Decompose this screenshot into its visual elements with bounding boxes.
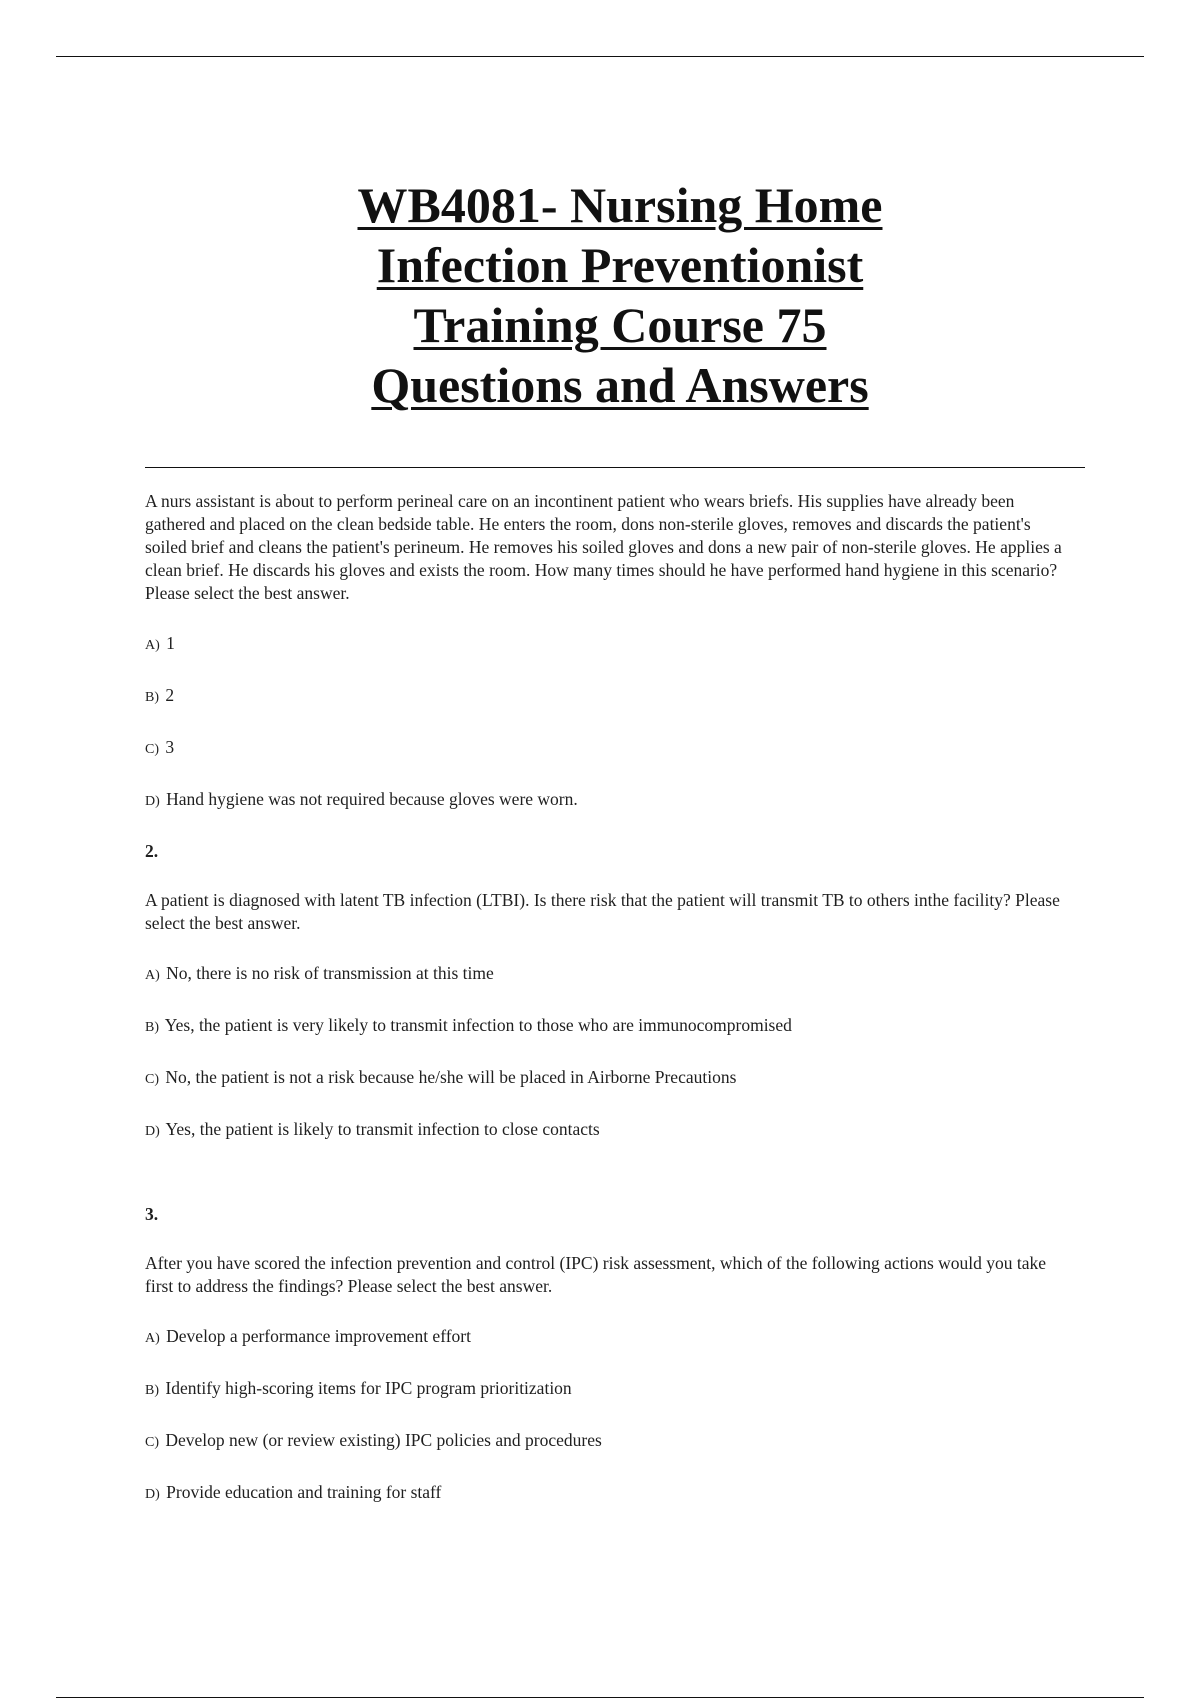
question-stem: A nurs assistant is about to perform perineal care on an incontinent patient who wears briefs. His supplies have already been gathered and placed on the clean bedside table. He enters the room, dons non-sterile gloves, removes and discards the patient's soiled brief and cleans the patient's perineum. He removes his soiled gloves and dons a new pair of non-sterile gloves. He applies a clean brief. He discards his gloves and exists the room. How many times should he have performed hand hygiene in this scenario? Please select the best answer. [145,491,1062,603]
answer-option [145,684,1075,709]
option-text: 2 [165,685,175,705]
title-line: WB4081- Nursing Home [357,177,883,233]
option-letter: A) [145,1331,160,1346]
question-3 [145,1203,1075,1506]
option-letter: D) [145,1487,160,1502]
question-2 [145,840,1075,1143]
option-text: 3 [165,737,175,757]
option-text: No, the patient is not a risk because he/she will be placed in Airborne Precautions [165,1067,737,1087]
question-number: 2. [145,841,159,861]
option-letter: C) [145,1435,159,1450]
option-letter: A) [145,968,160,983]
answer-option [145,632,1075,657]
option-text: Provide education and training for staff [166,1482,442,1502]
title-line: Training Course 75 [413,297,827,353]
question-number: 3. [145,1204,159,1224]
option-letter: C) [145,742,159,757]
answer-option [145,962,1075,987]
answer-option [145,1429,1075,1454]
option-text: 1 [166,633,175,653]
answer-option [145,1014,1075,1039]
option-letter: A) [145,638,160,653]
option-letter: B) [145,1020,159,1035]
option-text: Yes, the patient is very likely to transmit infection to those who are immunocompromised [164,1015,792,1035]
option-text: Identify high-scoring items for IPC program prioritization [165,1378,572,1398]
question-stem: After you have scored the infection prevention and control (IPC) risk assessment, which of the following actions would you take first to address the findings? Please select the best answer. [145,1253,1047,1296]
question-1 [145,490,1075,813]
answer-option [145,1118,1075,1143]
option-text: Yes, the patient is likely to transmit infection to close contacts [165,1119,600,1139]
section-divider [145,467,1085,468]
option-text: Develop a performance improvement effort [166,1326,471,1346]
option-text: Hand hygiene was not required because gloves were worn. [166,789,578,809]
option-text: Develop new (or review existing) IPC policies and procedures [165,1430,602,1450]
option-letter: C) [145,1072,159,1087]
option-letter: B) [145,690,159,705]
option-letter: B) [145,1383,159,1398]
footer-rule [56,1697,1144,1698]
title-line: Infection Preventionist [376,237,864,293]
question-stem: A patient is diagnosed with latent TB infection (LTBI). Is there risk that the patient will transmit TB to others inthe facility? Please select the best answer. [145,890,1060,933]
answer-option [145,1481,1075,1506]
answer-option [145,736,1075,761]
title-line: Questions and Answers [371,357,869,413]
option-text: No, there is no risk of transmission at this time [166,963,494,983]
answer-option [145,788,1075,813]
option-letter: D) [145,1124,160,1139]
document-title [0,175,1200,415]
header-rule [56,56,1144,57]
answer-option [145,1066,1075,1091]
option-letter: D) [145,794,160,809]
answer-option [145,1325,1075,1350]
answer-option [145,1377,1075,1402]
question-list [145,490,1075,1506]
